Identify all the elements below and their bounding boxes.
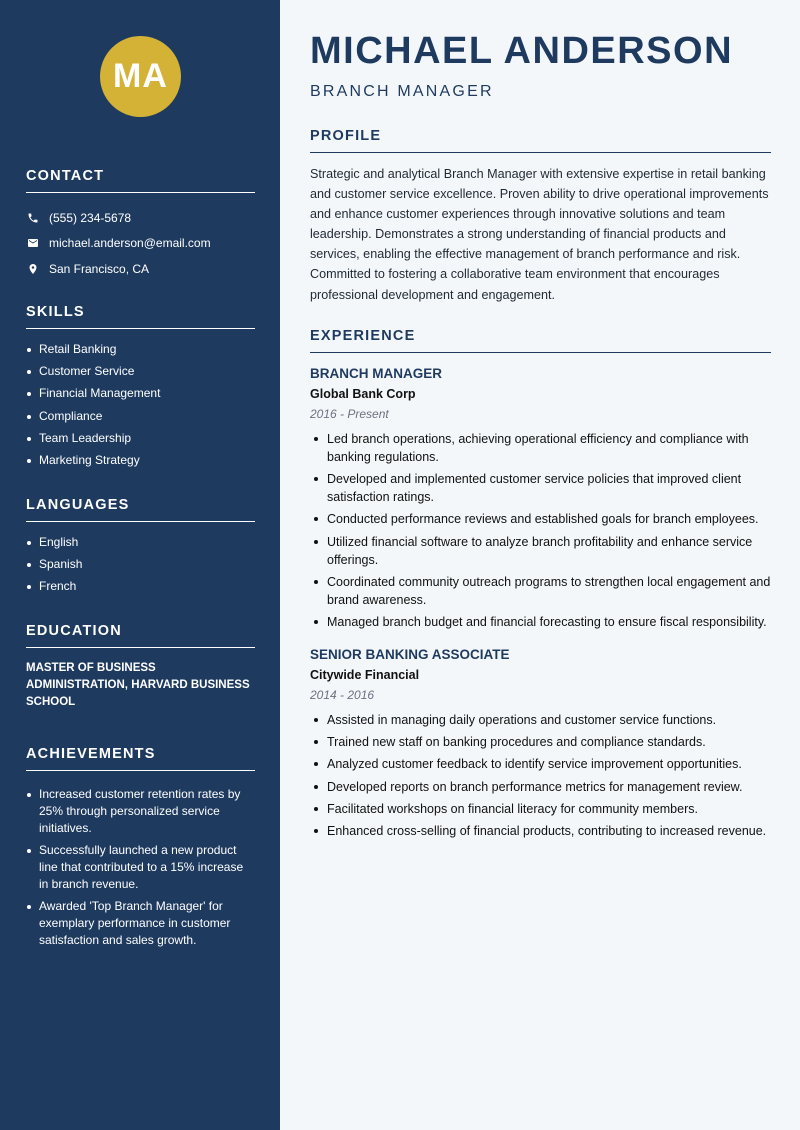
skills-heading: SKILLS <box>26 304 255 329</box>
achievements-section <box>26 746 255 955</box>
contact-location-text: San Francisco, CA <box>49 261 150 276</box>
skill-item: Financial Management <box>26 385 255 402</box>
skills-section <box>26 304 255 474</box>
job-title: SENIOR BANKING ASSOCIATE <box>310 646 510 662</box>
education-section <box>26 623 255 711</box>
job-bullet: Managed branch budget and financial forecasting to ensure fiscal responsibility. <box>310 613 771 631</box>
job-company: Global Bank Corp <box>310 387 416 401</box>
job-bullet: Conducted performance reviews and established goals for branch employees. <box>310 510 771 528</box>
phone-icon <box>26 211 40 225</box>
language-item: English <box>26 534 255 551</box>
skill-item: Customer Service <box>26 363 255 380</box>
achievement-item: Awarded 'Top Branch Manager' for exemplary performance in customer satisfaction and sales growth. <box>26 898 255 949</box>
candidate-role: BRANCH MANAGER <box>310 83 494 100</box>
job-bullet: Developed and implemented customer service policies that improved client satisfaction ratings. <box>310 470 771 506</box>
achievements-list <box>26 786 255 949</box>
location-pin-icon <box>26 262 40 276</box>
job-bullets <box>310 711 771 840</box>
sidebar <box>0 0 280 1130</box>
contact-email-text: michael.anderson@email.com <box>49 236 211 251</box>
candidate-name: MICHAEL ANDERSON <box>310 30 734 72</box>
skills-list <box>26 341 255 469</box>
job-bullet: Enhanced cross-selling of financial products, contributing to increased revenue. <box>310 822 771 840</box>
skill-item: Retail Banking <box>26 341 255 358</box>
job-bullet: Developed reports on branch performance metrics for management review. <box>310 778 771 796</box>
skill-item: Team Leadership <box>26 430 255 447</box>
job-bullet: Led branch operations, achieving operational efficiency and compliance with banking regulations. <box>310 430 771 466</box>
job-entry <box>310 366 771 631</box>
skill-item: Marketing Strategy <box>26 452 255 469</box>
contact-email <box>26 231 255 257</box>
profile-section <box>310 128 771 305</box>
profile-text: Strategic and analytical Branch Manager with extensive expertise in retail banking and customer service excellence. Proven ability to drive operational improvements and enhance customer experiences through innovative solutions and team leadership. Demonstrates a strong understanding of financial products and services, enabling the effective management of branch performance and risk. Committed to fostering a collaborative team environment that encourages professional development and engagement. <box>310 167 769 302</box>
languages-section <box>26 497 255 601</box>
language-item: French <box>26 578 255 595</box>
avatar: MA <box>100 36 181 117</box>
achievement-item: Successfully launched a new product line that contributed to a 15% increase in branch revenue. <box>26 842 255 893</box>
job-entry <box>310 647 771 840</box>
job-bullet: Facilitated workshops on financial literacy for community members. <box>310 800 771 818</box>
education-heading: EDUCATION <box>26 623 255 648</box>
contact-heading: CONTACT <box>26 168 255 193</box>
job-dates: 2016 - Present <box>310 407 389 421</box>
job-bullet: Assisted in managing daily operations and customer service functions. <box>310 711 771 729</box>
language-item: Spanish <box>26 556 255 573</box>
job-bullet: Coordinated community outreach programs to strengthen local engagement and brand awareness. <box>310 573 771 609</box>
job-bullet: Analyzed customer feedback to identify service improvement opportunities. <box>310 755 771 773</box>
job-dates: 2014 - 2016 <box>310 687 375 702</box>
job-bullet: Trained new staff on banking procedures and compliance standards. <box>310 733 771 751</box>
experience-heading: EXPERIENCE <box>310 328 771 353</box>
contact-phone <box>26 205 255 231</box>
job-company: Citywide Financial <box>310 667 420 682</box>
job-bullets <box>310 430 771 631</box>
achievements-heading: ACHIEVEMENTS <box>26 746 255 771</box>
email-icon <box>26 236 40 250</box>
contact-location <box>26 256 255 282</box>
skill-item: Compliance <box>26 408 255 425</box>
contact-phone-text: (555) 234-5678 <box>49 210 132 225</box>
languages-list <box>26 534 255 595</box>
contact-section <box>26 168 255 282</box>
job-title: BRANCH MANAGER <box>310 366 442 381</box>
education-degree: MASTER OF BUSINESS ADMINISTRATION, HARVARD BUSINESS SCHOOL <box>26 662 250 708</box>
languages-heading: LANGUAGES <box>26 497 255 522</box>
achievement-item: Increased customer retention rates by 25% through personalized service initiatives. <box>26 786 255 837</box>
experience-section <box>310 328 771 844</box>
job-bullet: Utilized financial software to analyze branch profitability and enhance service offerings. <box>310 533 771 569</box>
profile-heading: PROFILE <box>310 128 771 153</box>
